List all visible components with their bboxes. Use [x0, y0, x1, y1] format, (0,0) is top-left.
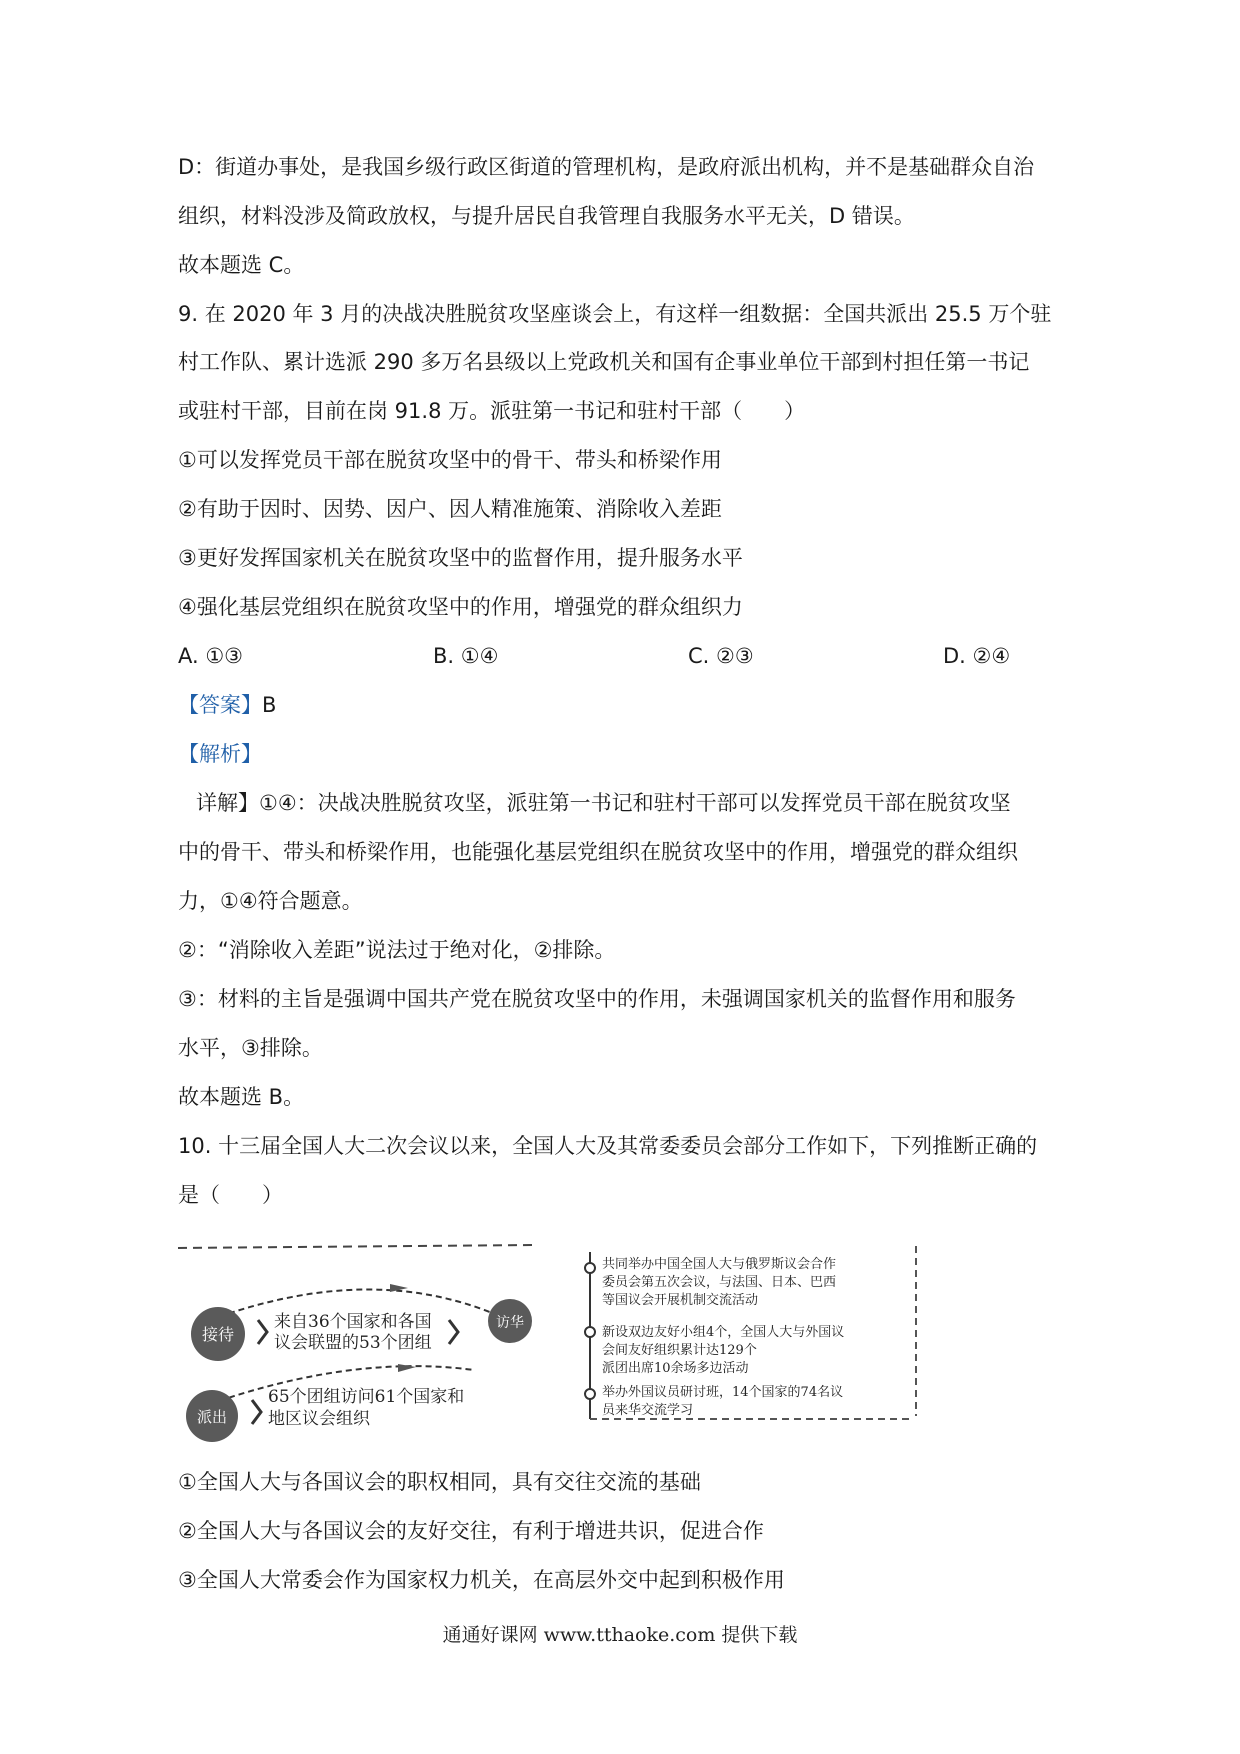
statement-1: ①全国人大与各国议会的职权相同，具有交往交流的基础 [178, 1470, 701, 1494]
visit-label: 访华 [496, 1315, 524, 1331]
timeline-item: 委员会第五次会议，与法国、日本、巴西 [602, 1275, 837, 1290]
statement-2: ②全国人大与各国议会的友好交往，有利于增进共识，促进合作 [178, 1519, 764, 1543]
timeline-item: 员来华交流学习 [602, 1403, 694, 1418]
option-b: B. ①④ [433, 644, 499, 668]
figure-svg [174, 1244, 924, 1444]
question-10-stem: 10. 十三届全国人大二次会议以来，全国人大及其常委委员会部分工作如下，下列推断正确的 [178, 1134, 1038, 1158]
text-line: 或驻村干部，目前在岗 91.8 万。派驻第一书记和驻村干部（ ） [178, 399, 806, 423]
statement-1: ①可以发挥党员干部在脱贫攻坚中的骨干、带头和桥梁作用 [178, 448, 722, 472]
text-line: D：街道办事处，是我国乡级行政区街道的管理机构，是政府派出机构，并不是基础群众自治 [178, 155, 1035, 179]
option-a: A. ①③ [178, 644, 243, 668]
analysis-text: ②：“消除收入差距”说法过于绝对化，②排除。 [178, 938, 616, 962]
receive-label: 接待 [201, 1325, 235, 1344]
analysis-text: 水平，③排除。 [178, 1036, 323, 1060]
answer-value: B [262, 693, 277, 717]
timeline-item: 举办外国议员研讨班，14个国家的74名议 [602, 1385, 844, 1400]
timeline-item: 新设双边友好小组4个，全国人大与外国议 [602, 1325, 845, 1340]
answer-line [178, 690, 276, 720]
statement-2: ②有助于因时、因势、因户、因人精准施策、消除收入差距 [178, 497, 722, 521]
analysis-text: 故本题选 B。 [178, 1085, 305, 1109]
question-9-stem: 9. 在 2020 年 3 月的决战决胜脱贫攻坚座谈会上，有这样一组数据：全国共派出 25.5 万个驻 [178, 302, 1052, 326]
receive-text: 来自36个国家和各国 [274, 1312, 432, 1332]
analysis-text: ③：材料的主旨是强调中国共产党在脱贫攻坚中的作用，未强调国家机关的监督作用和服务 [178, 987, 1016, 1011]
text-line: 村工作队、累计选派 290 多万名县级以上党政机关和国有企事业单位干部到村担任第一书记 [178, 350, 1030, 374]
analysis-text: 中的骨干、带头和桥梁作用，也能强化基层党组织在脱贫攻坚中的作用，增强党的群众组织 [178, 840, 1018, 864]
timeline-item: 等国议会开展机制交流活动 [602, 1293, 759, 1308]
analysis-text: 力，①④符合题意。 [178, 889, 363, 913]
receive-text: 议会联盟的53个团组 [274, 1333, 432, 1353]
statement-4: ④强化基层党组织在脱贫攻坚中的作用，增强党的群众组织力 [178, 595, 743, 619]
option-d: D. ②④ [943, 644, 1011, 668]
answer-label: 【答案】 [178, 693, 262, 717]
text-line: 故本题选 C。 [178, 253, 305, 277]
text-line: 是（ ） [178, 1183, 283, 1207]
analysis-label: 【解析】 [178, 742, 262, 766]
option-c: C. ②③ [688, 644, 754, 668]
send-label: 派出 [196, 1408, 228, 1426]
diplomacy-figure [174, 1244, 924, 1444]
page-footer: 通通好课网 www.tthaoke.com 提供下载 [442, 1624, 798, 1646]
statement-3: ③更好发挥国家机关在脱贫攻坚中的监督作用，提升服务水平 [178, 546, 743, 570]
send-text: 地区议会组织 [268, 1409, 370, 1429]
analysis-text: 详解】①④：决战决胜脱贫攻坚，派驻第一书记和驻村干部可以发挥党员干部在脱贫攻坚 [196, 791, 1011, 815]
text-line: 组织，材料没涉及简政放权，与提升居民自我管理自我服务水平无关，D 错误。 [178, 204, 915, 228]
timeline-item: 派团出席10余场多边活动 [602, 1361, 749, 1376]
timeline-item: 会间友好组织累计达129个 [602, 1343, 757, 1358]
timeline-item: 共同举办中国全国人大与俄罗斯议会合作 [602, 1257, 837, 1272]
statement-3: ③全国人大常委会作为国家权力机关，在高层外交中起到积极作用 [178, 1568, 785, 1592]
send-text: 65个团组访问61个国家和 [268, 1387, 465, 1407]
